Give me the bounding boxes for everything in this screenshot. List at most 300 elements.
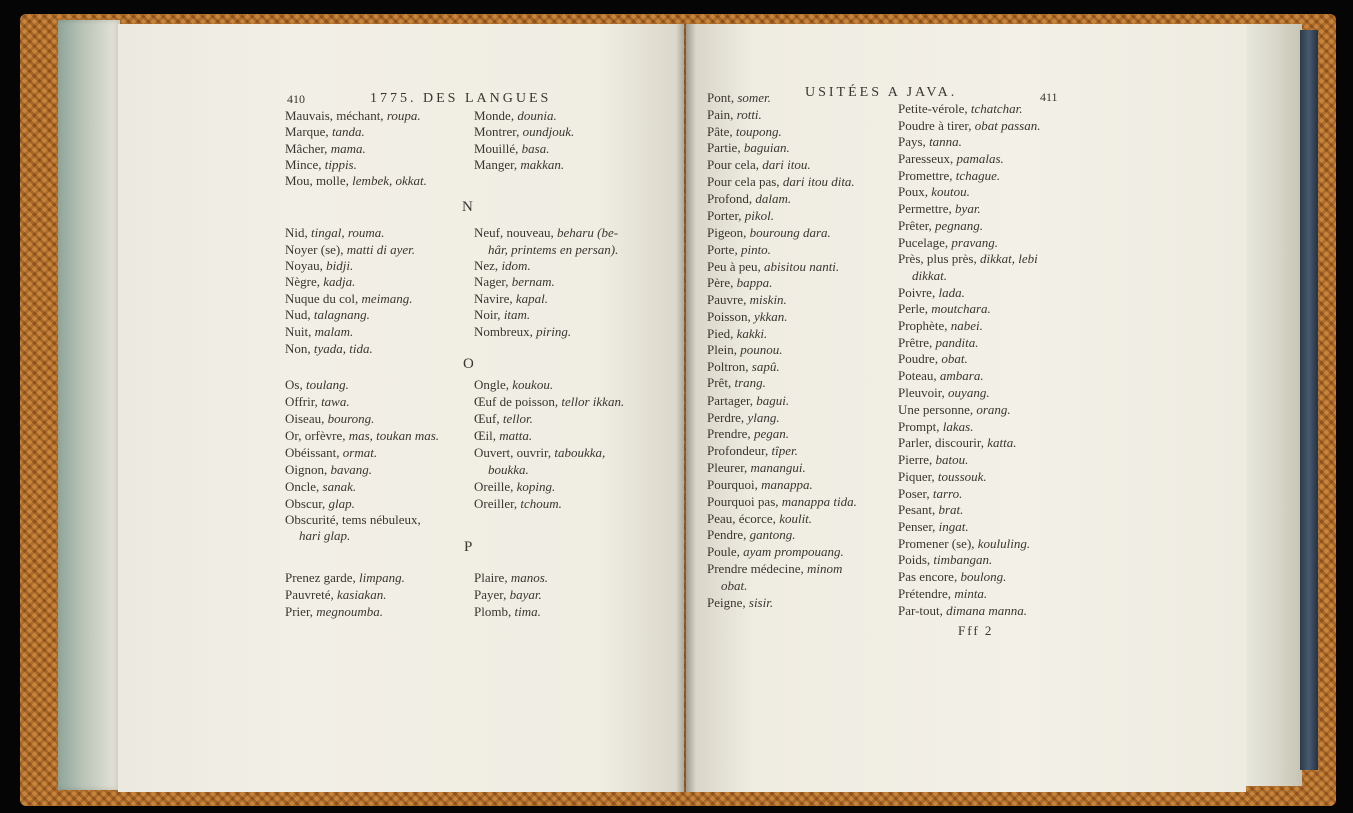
dictionary-entry [474,290,548,307]
french-term: Œuf de poisson, [474,394,562,409]
french-term: Piquer, [898,469,938,484]
dictionary-entry [707,358,780,375]
javanese-term: tanna. [929,134,962,149]
french-term: Poule, [707,544,744,559]
dictionary-entry [898,234,998,251]
javanese-term: kasiakan. [336,587,387,602]
french-term: Pierre, [898,452,936,467]
javanese-term: malam. [314,324,354,339]
french-term: Manger, [474,157,521,172]
javanese-term: tyada, tida. [313,341,373,356]
javanese-term: hari glap. [299,528,351,543]
french-term: Payer, [474,587,510,602]
french-term: Obscur, [285,496,329,511]
dictionary-entry [707,459,806,476]
french-term: Nager, [474,274,512,289]
french-term: Obéissant, [285,445,343,460]
javanese-term: koulit. [779,511,813,526]
dictionary-entry [898,568,1006,585]
french-term: Paresseux, [898,151,957,166]
dictionary-entry [474,140,549,157]
dictionary-entry [707,207,774,224]
dictionary-entry [285,569,405,586]
javanese-term: kapal. [515,291,549,306]
french-term: Prompt, [898,419,943,434]
javanese-term: glap. [328,496,355,511]
javanese-term: ambara. [939,368,984,383]
dictionary-entry [898,585,987,602]
javanese-term: beharu (be- [557,225,619,240]
french-term: Plomb, [474,604,515,619]
french-term: Pleurer, [707,460,751,475]
dictionary-entry [898,602,1027,619]
javanese-term: limpang. [359,570,405,585]
javanese-term: obat. [941,351,968,366]
french-term: Pied, [707,326,737,341]
french-term: Plaire, [474,570,511,585]
javanese-term: koukou. [512,377,554,392]
dictionary-entry [285,241,415,258]
dictionary-entry [898,551,992,568]
french-term: Poivre, [898,285,939,300]
dictionary-entry [474,427,532,444]
javanese-term: kadja. [323,274,356,289]
javanese-term: sapû. [751,359,780,374]
left-page-number: 410 [287,92,305,106]
javanese-term: pinto. [740,242,771,257]
javanese-term: mas, toukan mas. [348,428,440,443]
dictionary-entry [707,173,855,190]
french-term: Poisson, [707,309,754,324]
french-term: Prendre médecine, [707,561,807,576]
javanese-term: toulang. [305,377,349,392]
french-term: Nègre, [285,274,324,289]
dictionary-entry [912,267,947,284]
javanese-term: sisir. [748,595,774,610]
javanese-term: bayar. [509,587,542,602]
dictionary-entry [898,117,1040,134]
dictionary-entry [707,190,791,207]
french-term: Nuque du col, [285,291,362,306]
french-term: Navire, [474,291,516,306]
javanese-term: lada. [938,285,965,300]
dictionary-entry [474,306,530,323]
dictionary-entry [898,485,962,502]
javanese-term: dari itou dita. [782,174,855,189]
french-term: Poteau, [898,368,940,383]
left-page-edges [58,20,120,790]
french-term: Prophète, [898,318,951,333]
dictionary-entry [474,123,574,140]
french-term: Ongle, [474,377,513,392]
dictionary-entry [474,478,555,495]
dictionary-entry [898,334,979,351]
javanese-term: ouyang. [948,385,990,400]
french-term: Poudre, [898,351,942,366]
french-term: Mince, [285,157,325,172]
dictionary-entry [474,224,618,241]
french-term: Par-tout, [898,603,947,618]
dictionary-entry [707,308,788,325]
dictionary-entry [474,444,605,461]
french-term: Prétendre, [898,586,955,601]
javanese-term: dimana manna. [946,603,1028,618]
dictionary-entry [898,284,965,301]
french-term: Os, [285,377,306,392]
javanese-term: miskin. [749,292,787,307]
dictionary-entry [707,274,772,291]
french-term: Monde, [474,108,518,123]
javanese-term: boulong. [960,569,1007,584]
dictionary-entry [285,257,353,274]
french-term: Oignon, [285,462,331,477]
french-term: Oreille, [474,479,517,494]
dictionary-entry [707,510,812,527]
dictionary-entry [285,427,439,444]
javanese-term: tellor ikkan. [561,394,625,409]
french-term: Pendre, [707,527,750,542]
javanese-term: byar. [955,201,981,216]
french-term: Peau, écorce, [707,511,780,526]
dictionary-entry [898,418,974,435]
dictionary-entry [285,495,355,512]
dictionary-entry [707,89,771,106]
french-term: Œil, [474,428,500,443]
javanese-term: manappa tida. [781,494,857,509]
javanese-term: trang. [734,375,766,390]
french-term: Oncle, [285,479,323,494]
section-letter-o: O [463,356,474,372]
dictionary-entry [707,156,811,173]
javanese-term: megnoumba. [316,604,384,619]
javanese-term: manos. [510,570,549,585]
french-term: Pourquoi pas, [707,494,782,509]
right-running-header: USITÉES A JAVA. [805,85,958,100]
dictionary-entry [707,291,787,308]
french-term: Nud, [285,307,314,322]
spine-edge [1300,30,1318,770]
dictionary-entry [898,350,968,367]
dictionary-entry [707,425,789,442]
french-term: Prêtre, [898,335,936,350]
dictionary-entry [474,323,571,340]
javanese-term: dalam. [755,191,792,206]
javanese-term: dari itou. [762,157,811,172]
dictionary-entry [707,442,798,459]
french-term: Mou, molle, [285,173,353,188]
javanese-term: somer. [737,90,771,105]
javanese-term: abisitou nanti. [764,259,840,274]
dictionary-entry [707,409,780,426]
french-term: Poltron, [707,359,752,374]
french-term: Oreiller, [474,496,521,511]
javanese-term: boukka. [488,462,529,477]
dictionary-entry [898,451,968,468]
dictionary-entry [898,401,1011,418]
javanese-term: basa. [521,141,550,156]
right-page-number: 411 [1040,90,1058,104]
french-term: Obscurité, tems nébuleux, [285,512,421,527]
dictionary-entry [898,217,983,234]
dictionary-entry [285,376,349,393]
french-term: Pont, [707,90,738,105]
french-term: Noir, [474,307,504,322]
french-term: Plein, [707,342,741,357]
french-term: Promettre, [898,168,956,183]
french-term: Nuit, [285,324,315,339]
french-term: Pain, [707,107,737,122]
javanese-term: bouroung dara. [749,225,831,240]
javanese-term: baguian. [743,140,790,155]
left-running-header: 1775. DES LANGUES [370,91,552,106]
dictionary-entry [707,594,773,611]
javanese-term: tîper. [771,443,798,458]
javanese-term: orang. [976,402,1011,417]
dictionary-entry [488,241,618,258]
french-term: Perle, [898,301,932,316]
french-term: Permettre, [898,201,956,216]
dictionary-entry [898,200,981,217]
dictionary-entry [474,410,533,427]
dictionary-entry [285,123,365,140]
dictionary-entry [707,392,789,409]
javanese-term: rotti. [736,107,762,122]
dictionary-entry [285,156,357,173]
dictionary-entry [285,340,373,357]
dictionary-entry [285,444,377,461]
javanese-term: bappa. [736,275,773,290]
french-term: Pauvre, [707,292,750,307]
french-term: Offrir, [285,394,322,409]
javanese-term: manangui. [750,460,806,475]
dictionary-entry [898,133,962,150]
dictionary-entry [707,258,839,275]
javanese-term: toupong. [735,124,782,139]
javanese-term: piring. [536,324,572,339]
dictionary-entry [474,586,542,603]
french-term: Peu à peu, [707,259,765,274]
javanese-term: dikkat, lebi [979,251,1038,266]
dictionary-entry [898,434,1016,451]
javanese-term: pamalas. [956,151,1004,166]
dictionary-entry [707,543,844,560]
french-term: Montrer, [474,124,523,139]
dictionary-entry [474,107,557,124]
javanese-term: mama. [330,141,366,156]
dictionary-entry [299,527,350,544]
javanese-term: ormat. [342,445,378,460]
french-term: Poids, [898,552,934,567]
dictionary-entry [474,495,562,512]
french-term: Neuf, nouveau, [474,225,558,240]
dictionary-entry [285,140,366,157]
dictionary-entry [898,501,963,518]
french-term: Pâte, [707,124,736,139]
dictionary-entry [707,374,766,391]
french-term: Père, [707,275,737,290]
french-term: Poux, [898,184,932,199]
dictionary-entry [898,250,1038,267]
section-letter-p: P [464,539,473,555]
french-term: Nombreux, [474,324,537,339]
french-term: Prier, [285,604,317,619]
french-term: Partie, [707,140,744,155]
dictionary-entry [707,241,771,258]
french-term: Marque, [285,124,332,139]
dictionary-entry [707,139,790,156]
dictionary-entry [898,183,970,200]
javanese-term: bernam. [511,274,555,289]
dictionary-entry [474,376,553,393]
javanese-term: ayam prompouang. [743,544,844,559]
dictionary-entry [707,123,782,140]
dictionary-entry [285,461,372,478]
french-term: Prendre, [707,426,754,441]
dictionary-entry [707,325,767,342]
french-term: Prenez garde, [285,570,359,585]
dictionary-entry [285,393,350,410]
javanese-term: pegnang. [935,218,984,233]
dictionary-entry [285,603,383,620]
dictionary-entry [707,476,813,493]
french-term: Prêter, [898,218,936,233]
french-term: Poudre à tirer, [898,118,975,133]
dictionary-entry [285,290,412,307]
javanese-term: idom. [501,258,531,273]
dictionary-entry [898,317,983,334]
french-term: Pauvreté, [285,587,337,602]
javanese-term: tawa. [321,394,350,409]
dictionary-entry [898,300,991,317]
javanese-term: moutchara. [931,301,991,316]
dictionary-entry [898,535,1030,552]
french-term: Pourquoi, [707,477,762,492]
javanese-term: gantong. [749,527,796,542]
javanese-term: dounia. [517,108,557,123]
javanese-term: koping. [516,479,556,494]
javanese-term: makkan. [520,157,565,172]
javanese-term: pikol. [744,208,774,223]
french-term: Prêt, [707,375,735,390]
french-term: Œuf, [474,411,503,426]
french-term: Profond, [707,191,756,206]
javanese-term: tima. [514,604,541,619]
dictionary-entry [707,106,762,123]
dictionary-entry [707,560,842,577]
javanese-term: obat passan. [974,118,1041,133]
javanese-term: talagnang. [313,307,370,322]
javanese-term: pandita. [935,335,979,350]
dictionary-entry [285,410,374,427]
dictionary-entry [474,273,555,290]
french-term: Pucelage, [898,235,952,250]
french-term: Penser, [898,519,939,534]
french-term: Noyer (se), [285,242,347,257]
dictionary-entry [474,603,541,620]
dictionary-entry [285,586,386,603]
french-term: Mauvais, méchant, [285,108,387,123]
dictionary-entry [898,150,1004,167]
dictionary-entry [285,306,370,323]
javanese-term: pravang. [951,235,999,250]
dictionary-entry [474,257,531,274]
javanese-term: kakki. [736,326,768,341]
french-term: Or, orfèvre, [285,428,349,443]
french-term: Oiseau, [285,411,328,426]
french-term: Pleuvoir, [898,385,949,400]
right-page-edges [1240,24,1302,786]
javanese-term: nabei. [950,318,983,333]
dictionary-entry [285,172,427,189]
javanese-term: manappa. [761,477,813,492]
dictionary-entry [474,393,624,410]
french-term: Pays, [898,134,930,149]
javanese-term: minom [806,561,843,576]
dictionary-entry [285,478,356,495]
dictionary-entry [721,577,747,594]
javanese-term: roupa. [386,108,421,123]
javanese-term: sanak. [322,479,357,494]
javanese-term: matti di ayer. [346,242,415,257]
javanese-term: bavang. [330,462,373,477]
french-term: Non, [285,341,314,356]
french-term: Parler, discourir, [898,435,988,450]
javanese-term: timbangan. [933,552,993,567]
javanese-term: itam. [503,307,531,322]
french-term: Une personne, [898,402,977,417]
french-term: Profondeur, [707,443,772,458]
dictionary-entry [707,341,782,358]
french-term: Perdre, [707,410,748,425]
dictionary-entry [285,323,353,340]
french-term: Pas encore, [898,569,961,584]
javanese-term: tarro. [932,486,963,501]
javanese-term: lakas. [942,419,974,434]
javanese-term: ylang. [747,410,780,425]
dictionary-entry [285,107,421,124]
french-term: Mâcher, [285,141,331,156]
french-term: Mouillé, [474,141,522,156]
javanese-term: katta. [987,435,1017,450]
french-term: Peigne, [707,595,749,610]
french-term: Promener (se), [898,536,978,551]
dictionary-entry [285,511,421,528]
dictionary-entry [898,367,984,384]
javanese-term: tchoum. [520,496,562,511]
javanese-term: bourong. [327,411,375,426]
dictionary-entry [488,461,529,478]
javanese-term: tellor. [502,411,533,426]
dictionary-entry [474,569,548,586]
javanese-term: obat. [721,578,748,593]
javanese-term: taboukka, [554,445,606,460]
dictionary-entry [898,518,969,535]
dictionary-entry [474,156,564,173]
javanese-term: koutou. [931,184,970,199]
french-term: Pour cela, [707,157,763,172]
french-term: Poser, [898,486,933,501]
javanese-term: oundjouk. [522,124,575,139]
dictionary-entry [898,384,990,401]
dictionary-entry [898,100,1023,117]
french-term: Porte, [707,242,741,257]
french-term: Ouvert, ouvrir, [474,445,555,460]
dictionary-entry [898,167,1000,184]
javanese-term: ykkan. [753,309,788,324]
french-term: Noyau, [285,258,327,273]
section-letter-n: N [462,199,473,215]
french-term: Nid, [285,225,311,240]
